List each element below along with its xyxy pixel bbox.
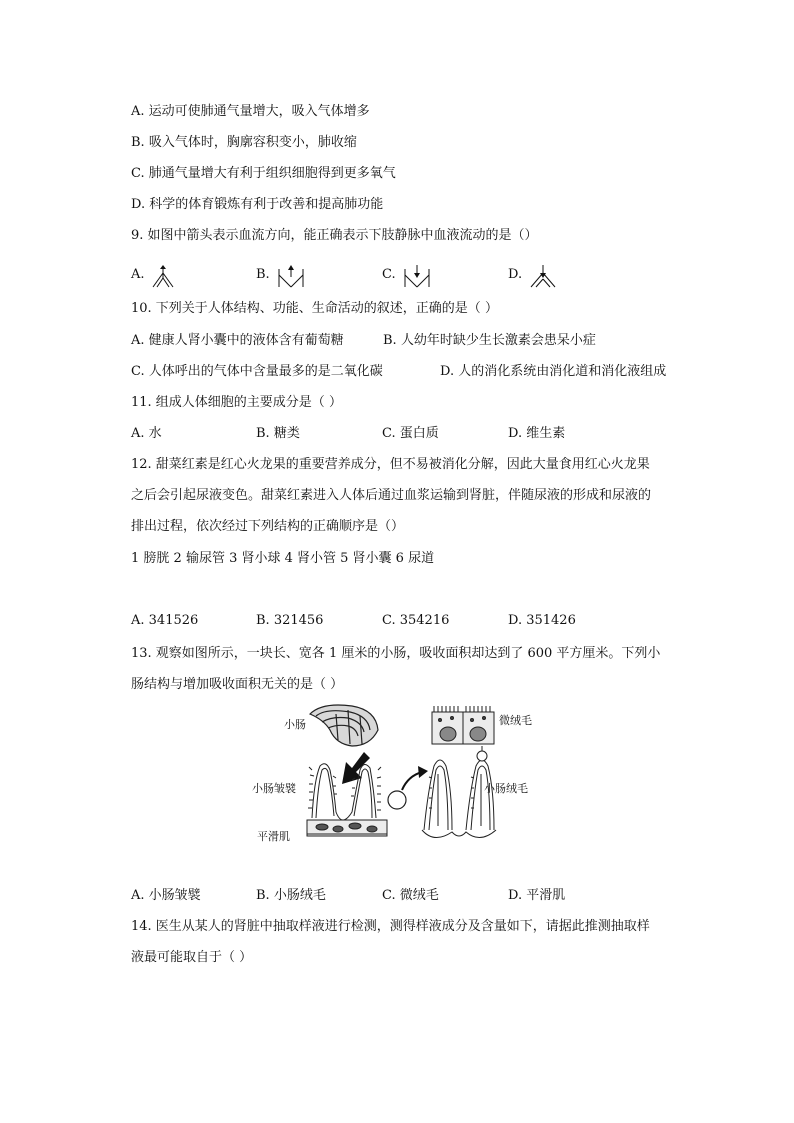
- q13-stem-line-1: 13. 观察如图所示，一块长、宽各 1 厘米的小肠，吸收面积却达到了 600 平方厘米。下列小: [131, 646, 661, 661]
- label-villi: 小肠绒毛: [484, 782, 528, 795]
- q12-stem-line-2: 之后会引起尿液变色。甜菜红素进入人体后通过血浆运输到肾脏，伴随尿液的形成和尿液的: [131, 488, 652, 503]
- q9-option-a-label: A.: [131, 267, 145, 282]
- label-smooth-muscle: 平滑肌: [257, 830, 290, 843]
- magnify-circle-icon: [388, 791, 406, 809]
- q13-option-b: B. 小肠绒毛: [256, 888, 326, 903]
- q12-option-b: B. 321456: [256, 613, 324, 628]
- q11-option-b: B. 糖类: [256, 426, 300, 441]
- q11-option-c: C. 蛋白质: [382, 426, 439, 441]
- q10-option-a: A. 健康人肾小囊中的液体含有葡萄糖: [131, 333, 344, 348]
- villi-drawing: [422, 760, 496, 838]
- q14-stem-line-2: 液最可能取自于（ ）: [131, 950, 253, 965]
- q11-option-d: D. 维生素: [508, 426, 566, 441]
- q11-option-a: A. 水: [131, 426, 162, 441]
- q13-option-c: C. 微绒毛: [382, 888, 439, 903]
- q9-option-b-label: B.: [256, 267, 270, 282]
- smooth-muscle-layer-drawing: [307, 820, 387, 836]
- q8-option-b: B. 吸入气体时，胸廓容积变小，肺收缩: [131, 135, 357, 150]
- vein-valve-closed-up-icon: [276, 263, 306, 289]
- arrow-head-icon: [418, 766, 428, 778]
- villus-magnify-icon: [477, 751, 487, 761]
- vein-valve-open-down-icon: [528, 263, 558, 289]
- vein-valve-closed-down-icon: [402, 263, 432, 289]
- q12-structures-list: 1 膀胱 2 输尿管 3 肾小球 4 肾小管 5 肾小囊 6 尿道: [131, 551, 435, 566]
- q12-option-a: A. 341526: [131, 613, 199, 628]
- small-intestine-figure: [252, 700, 552, 850]
- q8-option-c: C. 肺通气量增大有利于组织细胞得到更多氧气: [131, 166, 396, 181]
- q13-option-d: D. 平滑肌: [508, 888, 566, 903]
- label-small-intestine: 小肠: [284, 718, 306, 731]
- q12-stem-line-3: 排出过程，依次经过下列结构的正确顺序是（）: [131, 519, 405, 534]
- q11-stem: 11. 组成人体细胞的主要成分是（ ）: [131, 395, 342, 410]
- q10-stem: 10. 下列关于人体结构、功能、生命活动的叙述，正确的是（ ）: [131, 301, 498, 316]
- q9-stem: 9. 如图中箭头表示血流方向，能正确表示下肢静脉中血液流动的是（）: [131, 228, 538, 243]
- q9-option-d-label: D.: [508, 267, 523, 282]
- q10-option-b: B. 人幼年时缺少生长激素会患呆小症: [383, 333, 596, 348]
- small-intestine-diagram: [252, 700, 552, 850]
- q14-stem-line-1: 14. 医生从某人的肾脏中抽取样液进行检测，测得样液成分及含量如下，请据此推测抽取样: [131, 919, 650, 934]
- q10-option-d: D. 人的消化系统由消化道和消化液组成: [440, 364, 667, 379]
- vein-valve-open-up-icon: [151, 263, 175, 289]
- q12-option-d: D. 351426: [508, 613, 576, 628]
- q12-option-c: C. 354216: [382, 613, 450, 628]
- arrow-down-icon: [342, 752, 370, 784]
- q10-option-c: C. 人体呼出的气体中含量最多的是二氧化碳: [131, 364, 383, 379]
- label-microvilli: 微绒毛: [499, 714, 532, 727]
- q13-stem-line-2: 肠结构与增加吸收面积无关的是（ ）: [131, 677, 344, 692]
- microvilli-cells-drawing: [432, 706, 494, 744]
- q12-stem-line-1: 12. 甜菜红素是红心火龙果的重要营养成分，但不易被消化分解，因此大量食用红心火龙果: [131, 457, 650, 472]
- q8-option-a: A. 运动可使肺通气量增大，吸入气体增多: [131, 104, 370, 119]
- label-circular-folds: 小肠皱襞: [252, 782, 296, 795]
- q9-option-c-label: C.: [382, 267, 396, 282]
- q13-option-a: A. 小肠皱襞: [131, 888, 201, 903]
- q8-option-d: D. 科学的体育锻炼有利于改善和提高肺功能: [131, 197, 384, 212]
- intestine-segment-drawing: [310, 705, 378, 746]
